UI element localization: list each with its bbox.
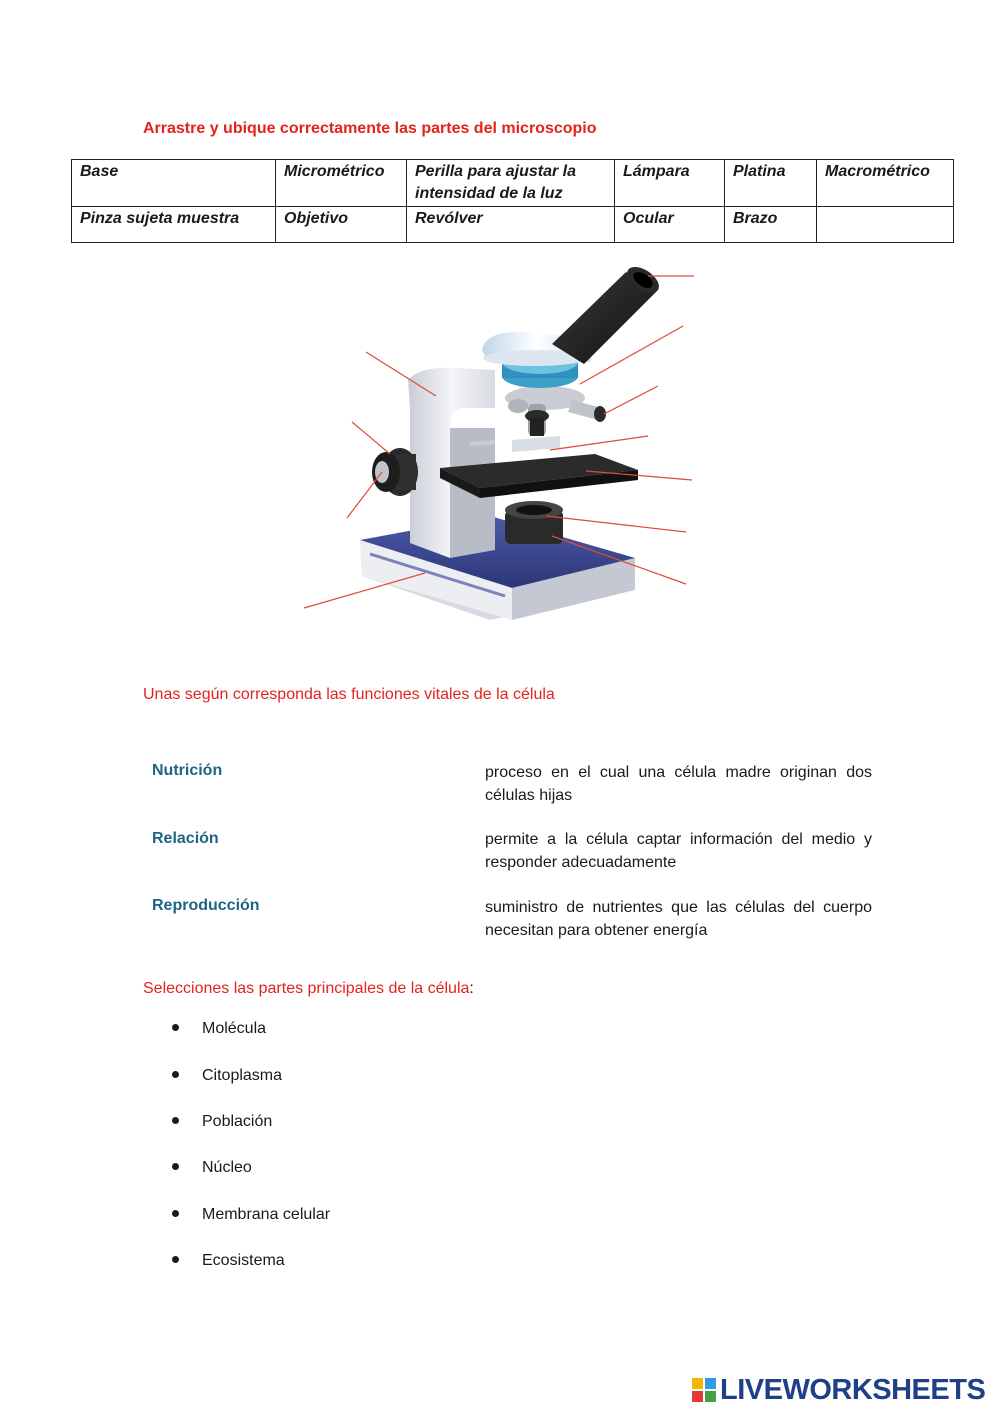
coarse-knob-part — [372, 448, 418, 496]
function-term[interactable]: Nutrición — [152, 762, 223, 779]
word-bank-cell[interactable]: Pinza sujeta muestra — [72, 207, 276, 243]
pointer-line — [546, 516, 686, 532]
base-part — [360, 516, 635, 620]
word-bank-cell[interactable]: Lámpara — [615, 160, 725, 207]
cell-part-option[interactable] — [172, 1249, 285, 1273]
microscope-illustration — [290, 258, 710, 638]
functions-section-title: Unas según corresponda las funciones vitales de la célula — [143, 686, 555, 703]
bullet-icon — [172, 1163, 179, 1170]
lamp-part — [505, 501, 563, 544]
word-bank-row — [72, 207, 954, 243]
word-bank-cell[interactable]: Ocular — [615, 207, 725, 243]
bullet-icon — [172, 1071, 179, 1078]
word-bank-row — [72, 160, 954, 207]
cell-part-option[interactable] — [172, 1156, 252, 1180]
word-bank-cell — [817, 207, 954, 243]
pointer-line — [550, 436, 648, 450]
logo-text: LIVEWORKSHEETS — [720, 1373, 986, 1406]
bullet-icon — [172, 1024, 179, 1031]
arm-part — [408, 368, 495, 558]
word-bank-cell[interactable]: Objetivo — [276, 207, 407, 243]
cell-parts-section-title — [143, 980, 474, 998]
cell-part-option[interactable] — [172, 1017, 266, 1041]
function-description[interactable]: permite a la célula captar información del medio y responder adecuadamente — [485, 831, 872, 871]
word-bank-cell[interactable]: Brazo — [725, 207, 817, 243]
bullet-icon — [172, 1256, 179, 1263]
cell-part-option[interactable] — [172, 1110, 272, 1134]
word-bank-cell[interactable]: Revólver — [407, 207, 615, 243]
option-label: Citoplasma — [202, 1067, 283, 1084]
function-term[interactable]: Reproducción — [152, 897, 260, 914]
option-label: Núcleo — [202, 1159, 252, 1176]
cell-parts-title-text: Selecciones las partes principales de la célula — [143, 980, 470, 997]
pointer-line — [604, 386, 658, 414]
pointer-line — [352, 422, 390, 454]
microscope-section-title: Arrastre y ubique correctamente las partes del microscopio — [143, 120, 597, 137]
liveworksheets-logo — [692, 1374, 985, 1406]
logo-grid-icon — [692, 1378, 716, 1402]
eyepiece-part — [552, 262, 664, 364]
word-bank-cell[interactable]: Micrométrico — [276, 160, 407, 207]
word-bank-cell[interactable]: Macrométrico — [817, 160, 954, 207]
cell-part-option[interactable] — [172, 1064, 282, 1088]
option-label: Membrana celular — [202, 1206, 331, 1223]
pointer-line — [347, 472, 382, 518]
bullet-icon — [172, 1210, 179, 1217]
function-term[interactable]: Relación — [152, 830, 219, 847]
bullet-icon — [172, 1117, 179, 1124]
word-bank-cell[interactable]: Base — [72, 160, 276, 207]
word-bank-table — [71, 159, 954, 243]
option-label: Molécula — [202, 1020, 267, 1037]
cell-part-option[interactable] — [172, 1203, 330, 1227]
word-bank-cell[interactable]: Platina — [725, 160, 817, 207]
function-description[interactable]: proceso en el cual una célula madre originan dos células hijas — [485, 764, 872, 804]
word-bank-cell[interactable]: Perilla para ajustar la intensidad de la luz — [407, 160, 615, 207]
revolver-part — [505, 386, 606, 436]
option-label: Población — [202, 1113, 273, 1130]
option-label: Ecosistema — [202, 1252, 285, 1269]
function-description[interactable]: suministro de nutrientes que las células del cuerpo necesitan para obtener energía — [485, 899, 872, 939]
cell-parts-title-colon: : — [469, 980, 474, 997]
